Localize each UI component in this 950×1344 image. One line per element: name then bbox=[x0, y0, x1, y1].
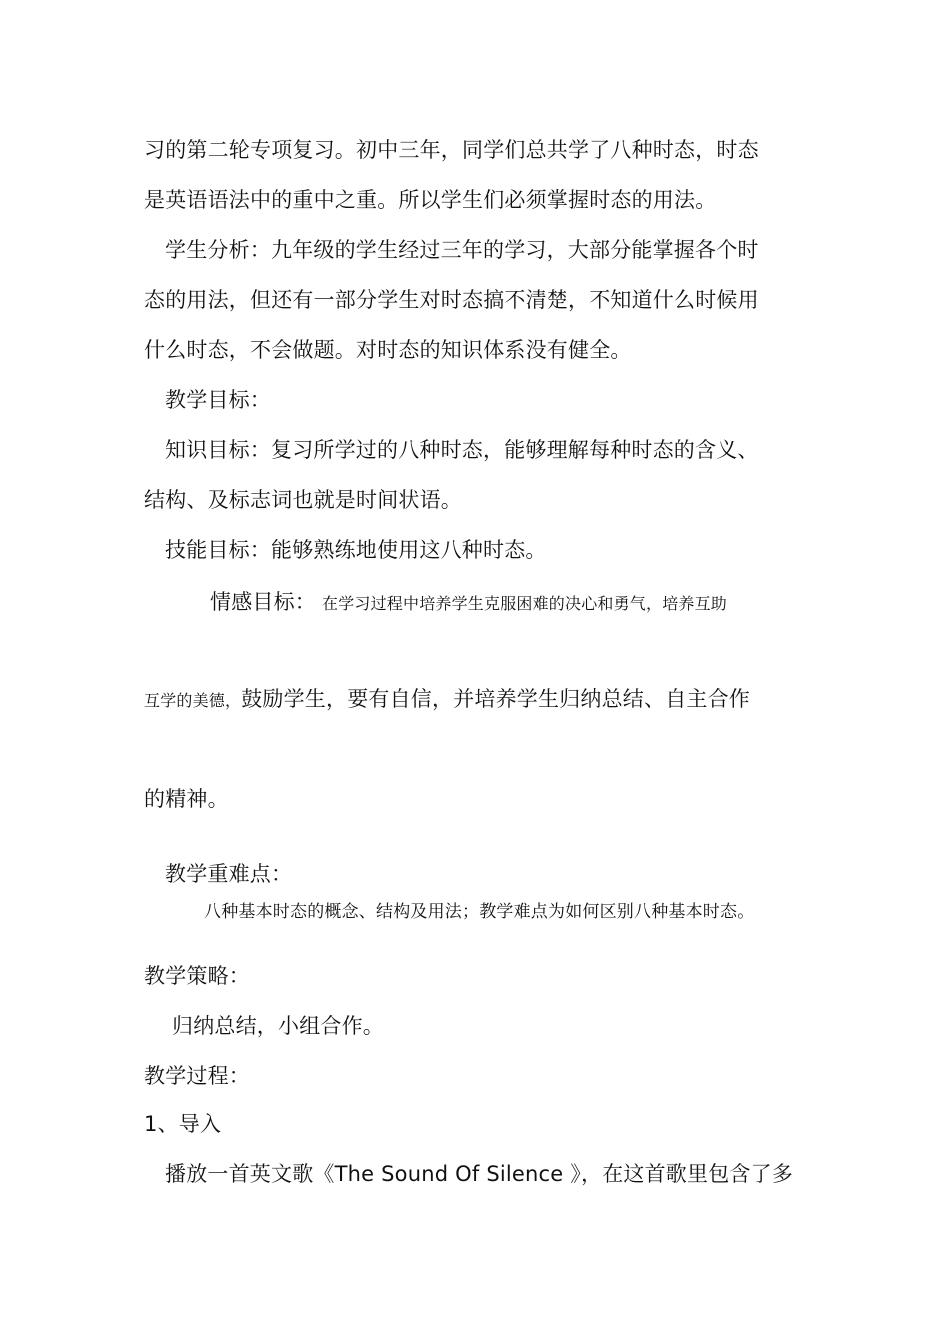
student-analysis-line: 学生分析：九年级的学生经过三年的学习，大部分能掌握各个时 bbox=[165, 238, 759, 262]
emotion-goal-line bbox=[210, 588, 727, 618]
strategy-text: 归纳总结，小组合作。 bbox=[172, 1014, 384, 1038]
text-line: 习的第二轮专项复习。初中三年，同学们总共学了八种时态，时态 bbox=[144, 138, 759, 162]
key-points-heading: 教学重难点： bbox=[165, 862, 293, 886]
key-points-text: 八种基本时态的概念、结构及用法；教学难点为如何区别八种基本时态。 bbox=[204, 902, 755, 922]
emotion-goal-text: 在学习过程中培养学生克服困难的决心和勇气，培养互助 bbox=[322, 594, 728, 613]
text-line: 态的用法，但还有一部分学生对时态搞不清楚，不知道什么时候用 bbox=[144, 288, 759, 312]
emotion-goal-continued-small: 互学的美德， bbox=[144, 691, 242, 710]
emotion-goal-continued bbox=[144, 685, 750, 715]
text-line: 是英语语法中的重中之重。所以学生们必须掌握时态的用法。 bbox=[144, 188, 717, 212]
emotion-goal-label: 情感目标： bbox=[210, 590, 316, 614]
process-heading: 教学过程： bbox=[144, 1064, 250, 1088]
step1-heading: 1、导入 bbox=[144, 1112, 222, 1136]
strategy-heading: 教学策略： bbox=[144, 964, 250, 988]
emotion-goal-end: 的精神。 bbox=[144, 787, 229, 811]
teaching-goals-heading: 教学目标： bbox=[165, 388, 271, 412]
emotion-goal-continued-large: 鼓励学生，要有自信，并培养学生归纳总结、自主合作 bbox=[241, 687, 751, 711]
skill-goal-line: 技能目标：能够熟练地使用这八种时态。 bbox=[165, 538, 547, 562]
text-line: 什么时态，不会做题。对时态的知识体系没有健全。 bbox=[144, 338, 632, 362]
step1-text: 播放一首英文歌《The Sound Of Silence 》，在这首歌里包含了多 bbox=[165, 1162, 794, 1186]
text-line: 结构、及标志词也就是时间状语。 bbox=[144, 488, 462, 512]
knowledge-goal-line: 知识目标：复习所学过的八种时态，能够理解每种时态的含义、 bbox=[165, 438, 759, 462]
